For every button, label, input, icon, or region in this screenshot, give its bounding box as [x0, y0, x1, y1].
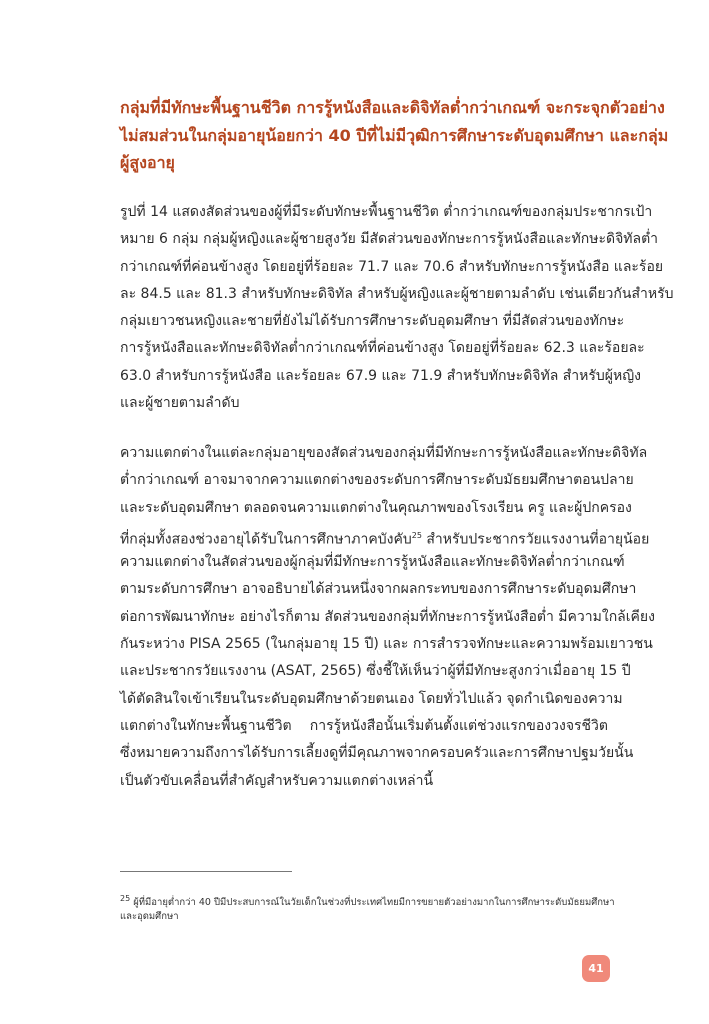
paragraph-2 [120, 440, 655, 795]
text-line: รูปที่ 14 แสดงสัดส่วนของผู้ที่มีระดับทักษะพื้นฐานชีวิต ต่ำกว่าเกณฑ์ของกลุ่มประชากรเป้า [120, 204, 653, 220]
text-segment: สำหรับประชากรวัยแรงงานที่อายุน้อย [421, 531, 650, 548]
footnote-number: 25 [120, 894, 131, 903]
text-line: และประชากรวัยแรงงาน (ASAT, 2565) ซึ่งชี้ให้เห็นว่าผู้ที่มีทักษะสูงกว่าเมื่ออายุ 15 ปี [120, 663, 631, 680]
text-line: กลุ่มเยาวชนหญิงและชายที่ยังไม่ได้รับการศึกษาระดับอุดมศึกษา ที่มีสัดส่วนของทักษะ [120, 313, 625, 330]
paragraph-1 [120, 199, 674, 417]
text-line: ละ 84.5 และ 81.3 สำหรับทักษะดิจิทัล สำหรับผู้หญิงและผู้ชายตามลำดับ เช่นเดียวกันสำหรับ [120, 285, 674, 302]
footnote-text: ผู้ที่มีอายุต่ำกว่า 40 ปีมีประสบการณ์ในวัยเด็กในช่วงที่ประเทศไทยมีการขยายตัวอย่างมากในการศึกษาระดับมัธยมศึกษา [130, 897, 615, 909]
text-line: ซึ่งหมายความถึงการได้รับการเลี้ยงดูที่มีคุณภาพจากครอบครัวและการศึกษาปฐมวัยนั้น [120, 745, 634, 762]
footnote-reference[interactable]: 25 [411, 530, 422, 540]
text-line: แตกต่างในทักษะพื้นฐานชีวิต การรู้หนังสือนั้นเริ่มต้นตั้งแต่ช่วงแรกของวงจรชีวิต [120, 717, 608, 734]
text-line: ได้ตัดสินใจเข้าเรียนในระดับอุดมศึกษาด้วยตนเอง โดยทั่วไปแล้ว จุดกำเนิดของความ [120, 690, 623, 707]
text-line: ตามระดับการศึกษา อาจอธิบายได้ส่วนหนึ่งจากผลกระทบของการศึกษาระดับอุดมศึกษา [120, 581, 637, 598]
text-line: หมาย 6 กลุ่ม กลุ่มผู้หญิงและผู้ชายสูงวัย มีสัดส่วนของทักษะการรู้หนังสือและทักษะดิจิทัลต่ำ [120, 231, 659, 248]
section-heading [120, 94, 669, 177]
text-line: ต่ำกว่าเกณฑ์ อาจมาจากความแตกต่างของระดับการศึกษาระดับมัธยมศึกษาตอนปลาย [120, 472, 634, 489]
page-number-badge: 41 [582, 955, 610, 982]
text-line: และผู้ชายตามลำดับ [120, 395, 240, 412]
text-segment: ที่กลุ่มทั้งสองช่วงอายุได้รับในการศึกษาภาคบังคับ [120, 531, 412, 548]
heading-line: กลุ่มที่มีทักษะพื้นฐานชีวิต การรู้หนังสือและดิจิทัลต่ำกว่าเกณฑ์ จะกระจุกตัวอย่าง [120, 98, 665, 117]
text-line: ความแตกต่างในแต่ละกลุ่มอายุของสัดส่วนของกลุ่มที่มีทักษะการรู้หนังสือและทักษะดิจิทัล [120, 445, 648, 461]
heading-line: ผู้สูงอายุ [120, 153, 175, 172]
text-line: 63.0 สำหรับการรู้หนังสือ และร้อยละ 67.9 และ 71.9 สำหรับทักษะดิจิทัล สำหรับผู้หญิง [120, 367, 641, 384]
text-line: และระดับอุดมศึกษา ตลอดจนความแตกต่างในคุณภาพของโรงเรียน ครู และผู้ปกครอง [120, 499, 632, 516]
text-line: กันระหว่าง PISA 2565 (ในกลุ่มอายุ 15 ปี) และ การสำรวจทักษะและความพร้อมเยาวชน [120, 636, 653, 653]
text-line: การรู้หนังสือและทักษะดิจิทัลต่ำกว่าเกณฑ์ที่ค่อนข้างสูง โดยอยู่ที่ร้อยละ 62.3 และร้อยละ [120, 340, 645, 357]
text-line: เป็นตัวขับเคลื่อนที่สำคัญสำหรับความแตกต่างเหล่านี้ [120, 772, 434, 789]
text-line: ต่อการพัฒนาทักษะ อย่างไรก็ตาม สัดส่วนของกลุ่มที่ทักษะการรู้หนังสือต่ำ มีความใกล้เคียง [120, 608, 655, 625]
footnote-line: และอุดมศึกษา [120, 911, 179, 922]
heading-line: ไม่สมส่วนในกลุ่มอายุน้อยกว่า 40 ปีที่ไม่มีวุฒิการศึกษาระดับอุดมศึกษา และกลุ่ม [120, 125, 669, 145]
text-line: กว่าเกณฑ์ที่ค่อนข้างสูง โดยอยู่ที่ร้อยละ 71.7 และ 70.6 สำหรับทักษะการรู้หนังสือ และร้อย [120, 258, 664, 275]
footnote [120, 890, 615, 926]
text-line-with-footnote [120, 522, 650, 549]
footnote-divider [120, 871, 292, 872]
text-line: ความแตกต่างในสัดส่วนของผู้กลุ่มที่มีทักษะการรู้หนังสือและทักษะดิจิทัลต่ำกว่าเกณฑ์ [120, 554, 625, 571]
footnote-line [120, 890, 615, 909]
